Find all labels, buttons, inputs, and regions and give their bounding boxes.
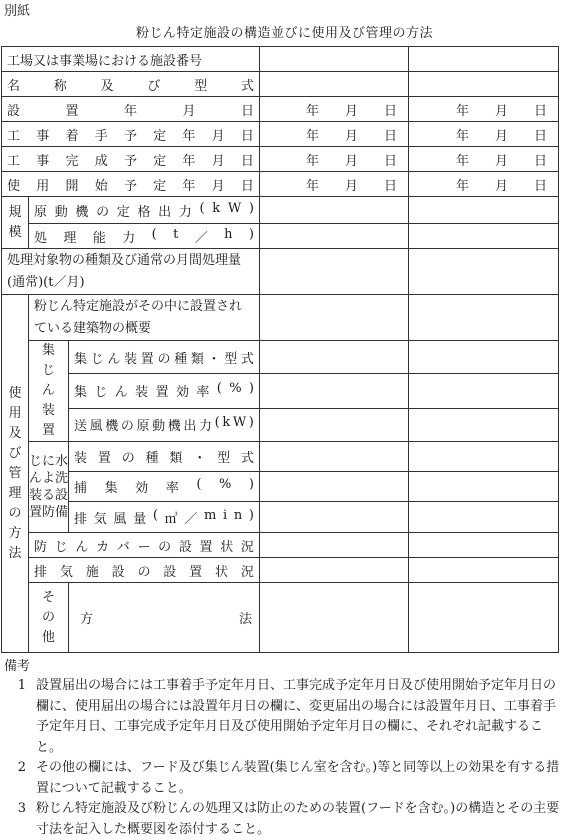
- collector-efficiency-label: 集 じ ん 装 置 効 率 ( % ): [69, 374, 260, 408]
- method-cell-1[interactable]: [260, 583, 409, 653]
- notes-heading: 備考: [4, 659, 31, 674]
- capacity-cell-2[interactable]: [409, 224, 559, 249]
- exhaust-volume-cell-2[interactable]: [409, 502, 559, 533]
- use-start-date-cell-1[interactable]: 年 月 日: [260, 172, 409, 197]
- collector-efficiency-cell-1[interactable]: [260, 374, 409, 408]
- name-model-cell-1[interactable]: [260, 72, 409, 97]
- exhaust-facility-label: 排 気 施 設 の 設 置 状 況: [29, 558, 260, 583]
- collector-efficiency-cell-2[interactable]: [409, 374, 559, 408]
- motor-output-label: 原 動 機 の 定 格 出 力 ( k W ): [29, 197, 260, 224]
- fan-output-cell-2[interactable]: [409, 408, 559, 441]
- collector-type-cell-1[interactable]: [260, 341, 409, 374]
- capture-efficiency-label: 捕 集 効 率 ( % ): [69, 472, 260, 502]
- completion-date-label: 工 事 完 成 予 定 年 月 日: [2, 147, 260, 172]
- method-char-a: 方: [80, 612, 94, 627]
- use-start-date-cell-2[interactable]: 年 月 日: [409, 172, 559, 197]
- method-cell-2[interactable]: [409, 583, 559, 653]
- work-start-date-cell-2[interactable]: 年 月 日: [409, 122, 559, 147]
- building-outline-cell-2[interactable]: [409, 295, 559, 341]
- note-item: [8, 758, 564, 799]
- note-number: 1: [17, 678, 26, 693]
- notes-list: [8, 676, 564, 840]
- install-date-label: 設 置 年 月 日: [2, 97, 260, 122]
- annex-label: 別紙: [4, 4, 31, 19]
- motor-output-cell-2[interactable]: [409, 197, 559, 224]
- facility-number-label: 工場又は事業場における施設番号: [2, 47, 260, 72]
- work-start-date-cell-1[interactable]: 年 月 日: [260, 122, 409, 147]
- collector-type-cell-2[interactable]: [409, 341, 559, 374]
- capture-efficiency-cell-2[interactable]: [409, 472, 559, 502]
- install-date-cell-1[interactable]: 年 月 日: [260, 97, 409, 122]
- processed-material-cell-1[interactable]: [260, 249, 409, 295]
- facility-number-cell-1[interactable]: [260, 47, 409, 72]
- facility-form-table: [1, 46, 559, 653]
- exhaust-facility-cell-1[interactable]: [260, 558, 409, 583]
- capture-efficiency-cell-1[interactable]: [260, 472, 409, 502]
- building-outline-label: 粉じん特定施設がその中に設置されている建築物の概要: [29, 295, 260, 341]
- use-start-date-label: 使 用 開 始 予 定 年 月 日: [2, 172, 260, 197]
- motor-output-cell-1[interactable]: [260, 197, 409, 224]
- exhaust-facility-cell-2[interactable]: [409, 558, 559, 583]
- scrubber-type-cell-1[interactable]: [260, 442, 409, 472]
- install-date-cell-2[interactable]: 年 月 日: [409, 97, 559, 122]
- exhaust-volume-cell-1[interactable]: [260, 502, 409, 533]
- scrubber-type-label: 装 置 の 種 類 ・ 型 式: [69, 442, 260, 472]
- capacity-label: 処 理 能 力 ( t ／ h ): [29, 224, 260, 249]
- dust-cover-cell-1[interactable]: [260, 533, 409, 558]
- processed-material-cell-2[interactable]: [409, 249, 559, 295]
- fan-output-cell-1[interactable]: [260, 408, 409, 441]
- wet-scrubber-label: 水 洗 設 備 に よ る 防 じ ん 装 置: [29, 442, 69, 533]
- note-number: 3: [17, 801, 26, 816]
- other-label: そ の 他: [29, 583, 69, 653]
- note-text: その他の欄には、フード及び集じん装置(集じん室を含む。)等と同等以上の効果を有する措置について記載すること。: [36, 760, 560, 796]
- scrubber-type-cell-2[interactable]: [409, 442, 559, 472]
- scale-label: 規 模: [2, 197, 29, 249]
- note-item: [8, 799, 564, 840]
- method-label: [69, 583, 260, 653]
- dust-cover-label: 防 じ ん カ バ ー の 設 置 状 況: [29, 533, 260, 558]
- fan-output-label: 送 風 機 の 原 動 機 出 力 ( k W ): [69, 408, 260, 441]
- note-item: [8, 676, 564, 758]
- completion-date-cell-2[interactable]: 年 月 日: [409, 147, 559, 172]
- completion-date-cell-1[interactable]: 年 月 日: [260, 147, 409, 172]
- note-number: 2: [17, 760, 26, 775]
- capacity-cell-1[interactable]: [260, 224, 409, 249]
- facility-number-cell-2[interactable]: [409, 47, 559, 72]
- document-title: 粉じん特定施設の構造並びに使用及び管理の方法: [135, 26, 433, 41]
- name-model-cell-2[interactable]: [409, 72, 559, 97]
- note-text: 粉じん特定施設及び粉じんの処理又は防止のための装置(フードを含む。)の構造とその主要寸法を記入した概要図を添付すること。: [36, 801, 560, 837]
- usage-management-label: 使 用 及 び 管 理 の 方 法: [2, 295, 29, 653]
- dust-cover-cell-2[interactable]: [409, 533, 559, 558]
- dust-collector-label: 集 じ ん 装 置: [29, 341, 69, 442]
- collector-type-label: 集 じ ん 装 置 の 種 類 ・ 型 式: [69, 341, 260, 374]
- name-model-label: 名 称 及 び 型 式: [2, 72, 260, 97]
- method-char-b: 法: [238, 612, 252, 627]
- work-start-date-label: 工 事 着 手 予 定 年 月 日: [2, 122, 260, 147]
- note-text: 設置届出の場合には工事着手予定年月日、工事完成予定年月日及び使用開始予定年月日の欄に、使用届出の場合には設置年月日の欄に、変更届出の場合には設置年月日、工事着手予定年月日、工事完成予定年月日及び使用開始予定年月日の欄に、それぞれ記載すること。: [36, 678, 557, 755]
- exhaust-volume-label: 排 気 風 量 ( ㎥ ／ m i n ): [69, 502, 260, 533]
- building-outline-cell-1[interactable]: [260, 295, 409, 341]
- processed-material-label: 処理対象物の種類及び通常の月間処理量(通常)(t／月): [2, 249, 260, 295]
